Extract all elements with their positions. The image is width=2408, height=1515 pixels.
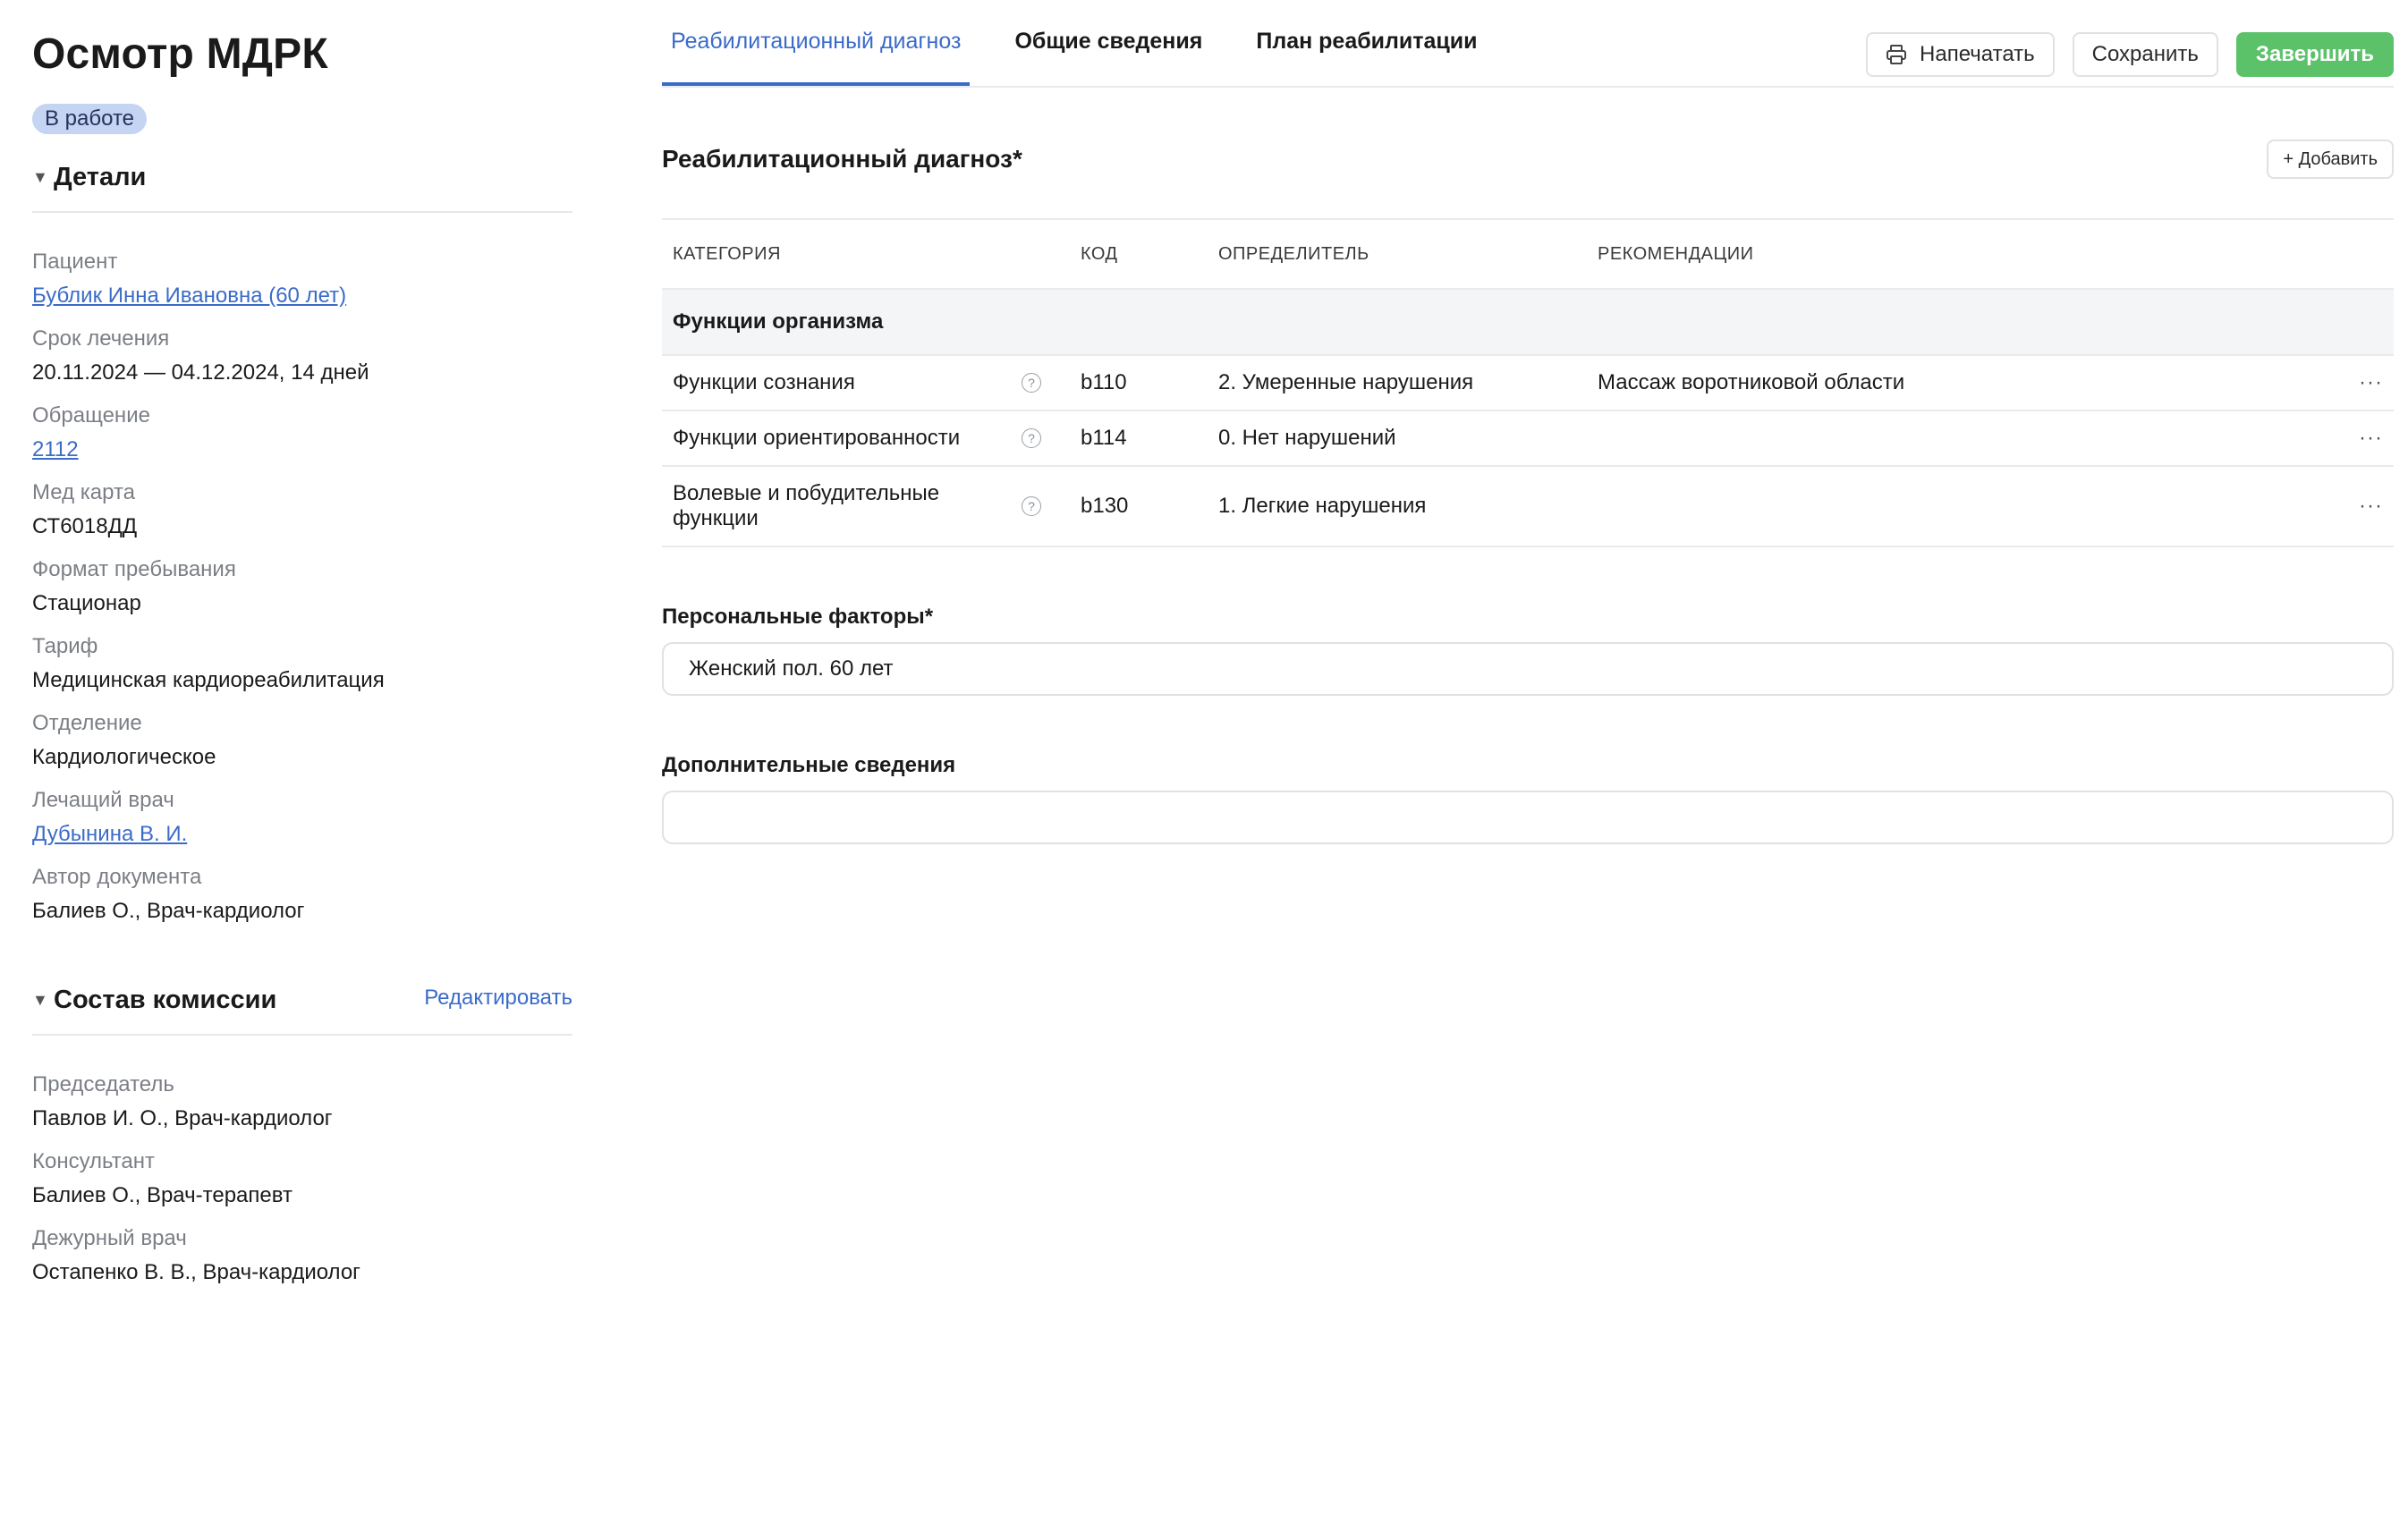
details-section-header[interactable] — [32, 154, 572, 213]
table-group-row — [662, 289, 2394, 355]
tab-rehab-diagnosis[interactable]: Реабилитационный диагноз — [662, 0, 970, 86]
category-cell — [662, 355, 1070, 410]
print-button[interactable] — [1866, 32, 2055, 77]
commission-title: Состав комиссии — [54, 986, 277, 1014]
additional-info-label: Дополнительные сведения — [662, 753, 956, 777]
column-header-actions — [2322, 219, 2394, 289]
diagnosis-header — [662, 140, 2394, 179]
column-header-category[interactable]: КАТЕГОРИЯ — [662, 219, 1070, 289]
field-label: Дежурный врач — [32, 1226, 187, 1250]
category-cell — [662, 410, 1070, 466]
field-label: Тариф — [32, 634, 98, 658]
page-title: Осмотр МДРК — [32, 30, 328, 78]
field-appeal — [32, 402, 572, 463]
tab-general-info[interactable]: Общие сведения — [1014, 29, 1203, 54]
field-consultant — [32, 1148, 572, 1209]
group-label: Функции организма — [662, 289, 2394, 355]
personal-factors-input[interactable] — [662, 642, 2394, 696]
help-icon[interactable]: ? — [1022, 428, 1041, 448]
code-cell: b130 — [1070, 466, 1208, 546]
field-value: Медицинская кардиореабилитация — [32, 668, 385, 692]
appeal-link[interactable]: 2112 — [32, 437, 79, 461]
patient-link[interactable]: Бублик Инна Ивановна (60 лет) — [32, 284, 347, 308]
field-label: Председатель — [32, 1072, 174, 1096]
field-value: Павлов И. О., Врач-кардиолог — [32, 1106, 333, 1130]
diagnosis-table — [662, 218, 2394, 547]
recommendation-cell: Массаж воротниковой области — [1587, 355, 2322, 410]
more-options-icon[interactable]: ··· — [2322, 355, 2394, 410]
sidebar — [32, 25, 572, 1286]
more-options-icon[interactable]: ··· — [2322, 410, 2394, 466]
recommendation-cell — [1587, 466, 2322, 546]
field-med-card — [32, 479, 572, 540]
edit-commission-link[interactable]: Редактировать — [424, 986, 572, 1010]
column-header-code[interactable]: КОД — [1070, 219, 1208, 289]
field-duty-doctor — [32, 1225, 572, 1286]
caret-down-icon[interactable]: ▼ — [32, 991, 48, 1009]
category-cell — [662, 466, 1070, 546]
help-icon[interactable]: ? — [1022, 496, 1041, 516]
table-row[interactable] — [662, 410, 2394, 466]
field-tariff — [32, 633, 572, 694]
table-row[interactable] — [662, 355, 2394, 410]
field-label: Формат пребывания — [32, 557, 236, 581]
field-value: СТ6018ДД — [32, 514, 138, 538]
field-label: Срок лечения — [32, 326, 170, 351]
field-chairman — [32, 1071, 572, 1132]
print-label: Напечатать — [1920, 42, 2035, 66]
category-name: Волевые и побудительные функции — [673, 481, 940, 530]
field-label: Лечащий врач — [32, 788, 174, 812]
main-content — [662, 0, 2394, 844]
diagnosis-title: Реабилитационный диагноз* — [662, 145, 1022, 173]
commission-section-header[interactable] — [32, 977, 572, 1036]
action-buttons — [1866, 32, 2394, 77]
field-document-author — [32, 864, 572, 925]
field-value: Балиев О., Врач-кардиолог — [32, 899, 305, 923]
help-icon[interactable]: ? — [1022, 373, 1041, 393]
field-value: Стационар — [32, 591, 141, 615]
field-value: Кардиологическое — [32, 745, 216, 769]
field-label: Обращение — [32, 403, 150, 427]
table-header-row — [662, 219, 2394, 289]
top-bar — [662, 0, 2394, 88]
field-value: Остапенко В. В., Врач-кардиолог — [32, 1260, 360, 1284]
status-badge: В работе — [32, 104, 147, 134]
code-cell: b110 — [1070, 355, 1208, 410]
field-department — [32, 710, 572, 771]
additional-info-input[interactable] — [662, 791, 2394, 844]
field-stay-format — [32, 556, 572, 617]
qualifier-cell: 1. Легкие нарушения — [1208, 466, 1587, 546]
tab-rehab-plan[interactable]: План реабилитации — [1256, 29, 1478, 54]
qualifier-cell: 2. Умеренные нарушения — [1208, 355, 1587, 410]
attending-doctor-link[interactable]: Дубынина В. И. — [32, 822, 188, 846]
field-label: Автор документа — [32, 865, 202, 889]
details-title: Детали — [54, 163, 147, 191]
table-row[interactable] — [662, 466, 2394, 546]
field-label: Мед карта — [32, 480, 136, 504]
field-treatment-period — [32, 326, 572, 386]
recommendation-cell — [1587, 410, 2322, 466]
add-diagnosis-button[interactable]: + Добавить — [2267, 140, 2394, 179]
field-patient — [32, 249, 572, 309]
category-name: Функции ориентированности — [673, 426, 961, 450]
field-value: 20.11.2024 — 04.12.2024, 14 дней — [32, 360, 369, 385]
column-header-qualifier[interactable]: ОПРЕДЕЛИТЕЛЬ — [1208, 219, 1587, 289]
field-label: Отделение — [32, 711, 142, 735]
field-label: Пациент — [32, 250, 118, 274]
field-value: Балиев О., Врач-терапевт — [32, 1183, 293, 1207]
tab-bar — [662, 0, 1522, 86]
more-options-icon[interactable]: ··· — [2322, 466, 2394, 546]
personal-factors-label: Персональные факторы* — [662, 605, 934, 629]
finish-button[interactable]: Завершить — [2236, 32, 2394, 77]
code-cell: b114 — [1070, 410, 1208, 466]
column-header-recommendations[interactable]: РЕКОМЕНДАЦИИ — [1587, 219, 2322, 289]
qualifier-cell: 0. Нет нарушений — [1208, 410, 1587, 466]
category-name: Функции сознания — [673, 370, 855, 394]
caret-down-icon[interactable]: ▼ — [32, 168, 48, 186]
field-attending-doctor — [32, 787, 572, 848]
printer-icon — [1886, 45, 1907, 64]
save-button[interactable]: Сохранить — [2073, 32, 2218, 77]
field-label: Консультант — [32, 1149, 156, 1173]
